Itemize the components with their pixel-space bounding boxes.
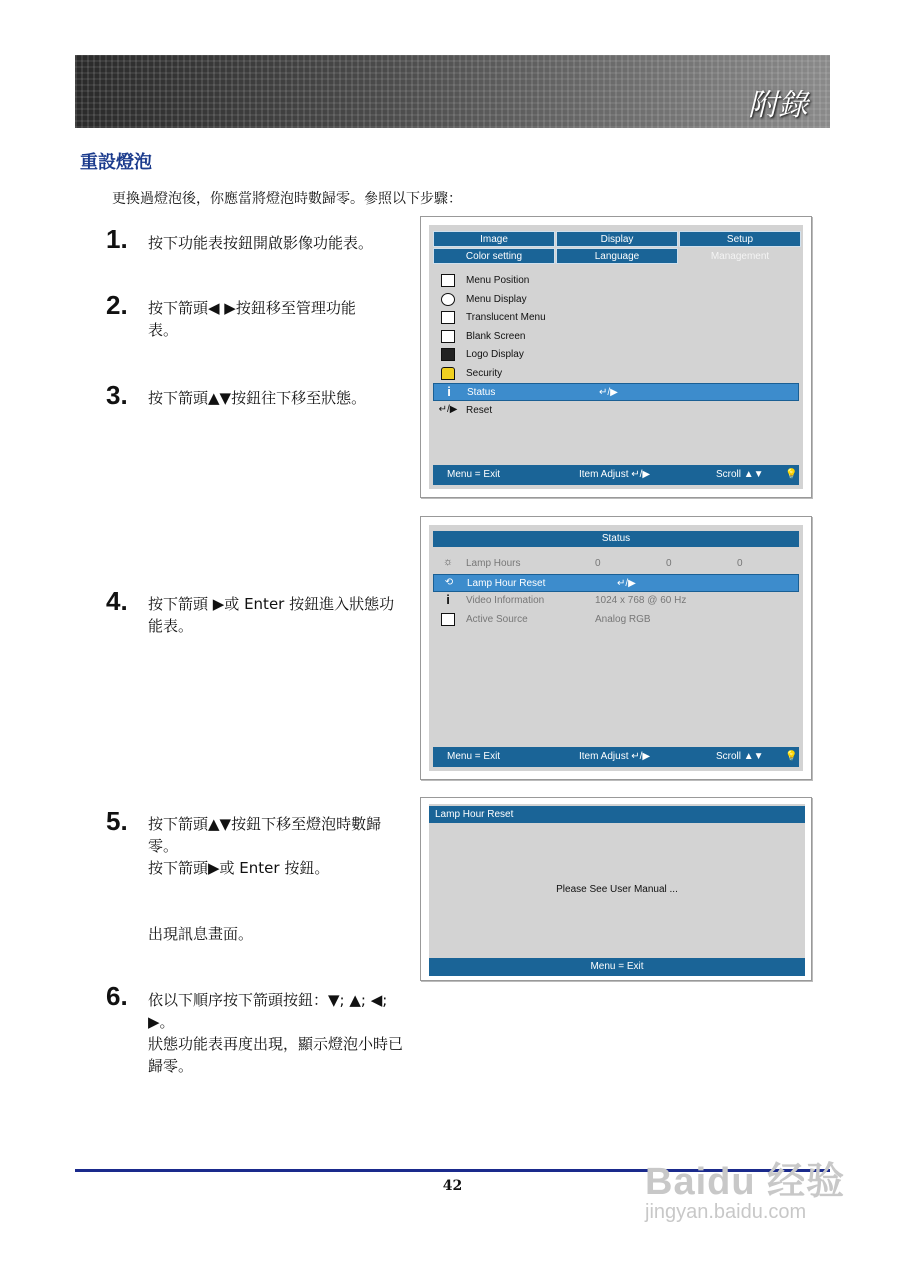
lamp-icon: 💡: [785, 469, 798, 480]
osd-status-screenshot: [420, 516, 812, 780]
info-icon: i: [447, 384, 451, 399]
footer-menu-exit: Menu = Exit: [447, 469, 501, 480]
menu-item-label: Blank Screen: [466, 331, 526, 342]
header-title: 附錄: [748, 88, 808, 123]
lamp-hours-value-2: 0: [666, 558, 672, 569]
footer-item-adjust: Item Adjust ↵/▶: [579, 469, 651, 480]
step-6-text: 依以下順序按下箭頭按鈕：▼; ▲; ◀; ▶。: [148, 991, 388, 1031]
status-label: Lamp Hour Reset: [467, 578, 546, 589]
osd-lamp-reset-message: Please See User Manual ...: [556, 884, 678, 895]
osd-lamp-reset-title: Lamp Hour Reset: [429, 806, 805, 823]
osd-management-screenshot: [420, 216, 812, 498]
step-4-number: 4.: [106, 586, 128, 616]
status-row-active-source: [433, 611, 799, 629]
video-information-value: 1024 x 768 @ 60 Hz: [595, 595, 687, 606]
step-5-text-2: 按下箭頭▶或 Enter 按鈕。: [148, 859, 330, 877]
page-number: 42: [442, 1178, 463, 1194]
step-6-number: 6.: [106, 981, 128, 1011]
step-5-number: 5.: [106, 806, 128, 836]
blank-screen-icon: [441, 330, 455, 343]
lamp-hours-value-1: 0: [595, 558, 601, 569]
source-icon: [441, 613, 455, 626]
menu-item-label: Menu Position: [466, 275, 530, 286]
tab-display[interactable]: Display: [556, 231, 678, 247]
osd-management-panel: [429, 225, 803, 489]
intro-text: 更換過燈泡後，你應當將燈泡時數歸零。參照以下步驟：: [112, 191, 462, 207]
translucent-icon: [441, 311, 455, 324]
status-label: Video Information: [466, 595, 545, 606]
step-3-text: 按下箭頭▲▼按鈕往下移至狀態。: [148, 389, 367, 407]
lamp-icon: ☼: [442, 556, 454, 568]
step-1-number: 1.: [106, 224, 128, 254]
menu-item-label: Logo Display: [466, 349, 524, 360]
enter-arrow-indicator: ↵/▶: [617, 578, 636, 589]
footer-item-adjust: Item Adjust ↵/▶: [579, 751, 651, 762]
status-label: Active Source: [466, 614, 528, 625]
lock-icon: [441, 367, 455, 380]
watermark-line-1: Baidu 经验: [645, 1161, 846, 1203]
menu-item-menu-display[interactable]: [433, 291, 799, 309]
status-row-video-information: [433, 592, 799, 610]
active-source-value: Analog RGB: [595, 614, 651, 625]
status-label: Lamp Hours: [466, 558, 521, 569]
menu-item-label: Reset: [466, 405, 493, 416]
osd-status-panel: [429, 525, 803, 771]
menu-position-icon: [441, 274, 455, 287]
footer-scroll: Scroll ▲▼: [716, 751, 764, 762]
tab-image[interactable]: Image: [433, 231, 555, 247]
menu-item-label: Translucent Menu: [466, 312, 546, 323]
osd-lamp-reset-panel: [429, 804, 805, 976]
lamp-reset-icon: ⟲: [444, 577, 454, 588]
step-3-number: 3.: [106, 380, 128, 410]
step-4-text: 按下箭頭 ▶或 Enter 按鈕進入狀態功能表。: [148, 595, 395, 635]
baidu-watermark: [645, 1150, 845, 1224]
step-2-number: 2.: [106, 290, 128, 320]
menu-item-menu-position[interactable]: [433, 272, 799, 290]
menu-display-icon: [441, 293, 455, 306]
lamp-hours-value-3: 0: [737, 558, 743, 569]
status-row-lamp-hours: [433, 555, 799, 573]
menu-item-label: Status: [467, 387, 496, 398]
menu-item-logo-display[interactable]: [433, 346, 799, 364]
menu-item-blank-screen[interactable]: [433, 328, 799, 346]
osd-status-title: Status: [433, 531, 799, 547]
menu-item-label: Security: [466, 368, 503, 379]
watermark-line-2: jingyan.baidu.com: [645, 1201, 807, 1223]
tab-management[interactable]: Management: [679, 248, 801, 264]
enter-icon: ↵/▶: [438, 404, 458, 415]
info-icon: i: [446, 592, 450, 607]
osd-footer: [433, 747, 799, 767]
step-2-text: 按下箭頭◀ ▶按鈕移至管理功能表。: [148, 299, 356, 339]
menu-item-reset[interactable]: [433, 402, 799, 420]
menu-item-status[interactable]: [433, 383, 799, 401]
osd-lamp-reset-footer: Menu = Exit: [429, 958, 805, 976]
status-row-lamp-hour-reset[interactable]: [433, 574, 799, 592]
menu-item-label: Menu Display: [466, 294, 527, 305]
step-5-text: 按下箭頭▲▼按鈕下移至燈泡時數歸零。: [148, 815, 382, 855]
tab-setup[interactable]: Setup: [679, 231, 801, 247]
menu-item-translucent-menu[interactable]: [433, 309, 799, 327]
logo-icon: [441, 348, 455, 361]
osd-lamp-reset-screenshot: [420, 797, 812, 981]
footer-scroll: Scroll ▲▼: [716, 469, 764, 480]
step-5-text-3: 出現訊息畫面。: [148, 925, 254, 943]
tab-color-setting[interactable]: Color setting: [433, 248, 555, 264]
section-title: 重設燈泡: [80, 152, 152, 173]
footer-menu-exit: Menu = Exit: [447, 751, 501, 762]
lamp-icon: 💡: [785, 751, 798, 762]
step-6-text-2: 狀態功能表再度出現，顯示燈泡小時已歸零。: [148, 1035, 404, 1075]
osd-footer: [433, 465, 799, 485]
menu-item-security[interactable]: [433, 365, 799, 383]
step-1-text: 按下功能表按鈕開啟影像功能表。: [148, 234, 374, 252]
header-band: [75, 55, 830, 128]
enter-arrow-indicator: ↵/▶: [599, 387, 618, 398]
tab-language[interactable]: Language: [556, 248, 678, 264]
